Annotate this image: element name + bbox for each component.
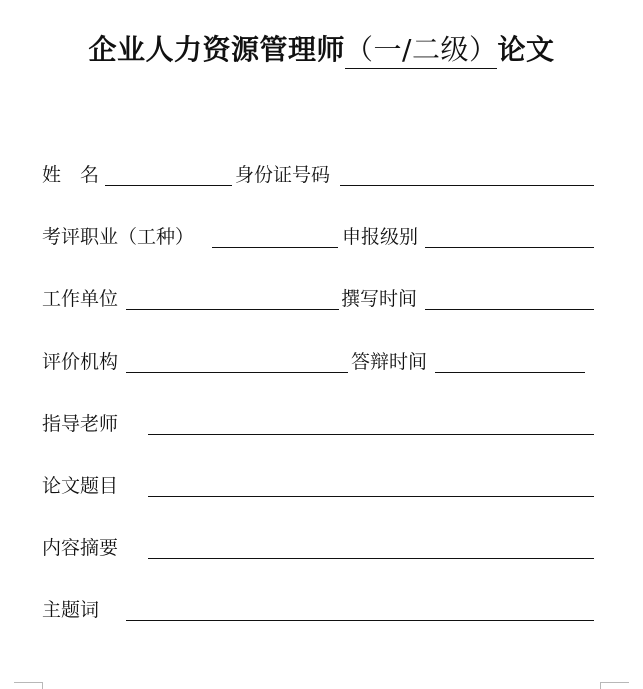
id-number-label: 身份证号码 <box>235 164 331 186</box>
title-level: （一/二级） <box>345 35 497 69</box>
defense-time-field-line[interactable] <box>435 372 585 373</box>
apply-level-field-line[interactable] <box>425 247 594 248</box>
advisor-field-line[interactable] <box>148 434 594 435</box>
eval-org-label: 评价机构 <box>42 351 119 373</box>
work-unit-label: 工作单位 <box>42 288 119 310</box>
thesis-title-field-line[interactable] <box>148 496 594 497</box>
title-suffix: 论文 <box>497 33 555 66</box>
document-title <box>0 28 643 69</box>
occupation-label: 考评职业（工种） <box>42 226 195 248</box>
abstract-field-line[interactable] <box>148 558 594 559</box>
keywords-label: 主题词 <box>42 599 100 621</box>
write-time-field-line[interactable] <box>425 309 594 310</box>
occupation-field-line[interactable] <box>212 247 338 248</box>
name-field-line[interactable] <box>105 185 232 186</box>
id-number-field-line[interactable] <box>340 185 594 186</box>
abstract-label: 内容摘要 <box>42 537 119 559</box>
apply-level-label: 申报级别 <box>342 226 419 248</box>
work-unit-field-line[interactable] <box>126 309 339 310</box>
defense-time-label: 答辩时间 <box>351 351 428 373</box>
advisor-label: 指导老师 <box>42 413 119 435</box>
write-time-label: 撰写时间 <box>341 288 418 310</box>
thesis-title-label: 论文题目 <box>42 475 119 497</box>
keywords-field-line[interactable] <box>126 620 594 621</box>
eval-org-field-line[interactable] <box>126 372 348 373</box>
name-label: 姓 名 <box>42 164 100 186</box>
title-prefix: 企业人力资源管理师 <box>88 33 346 66</box>
